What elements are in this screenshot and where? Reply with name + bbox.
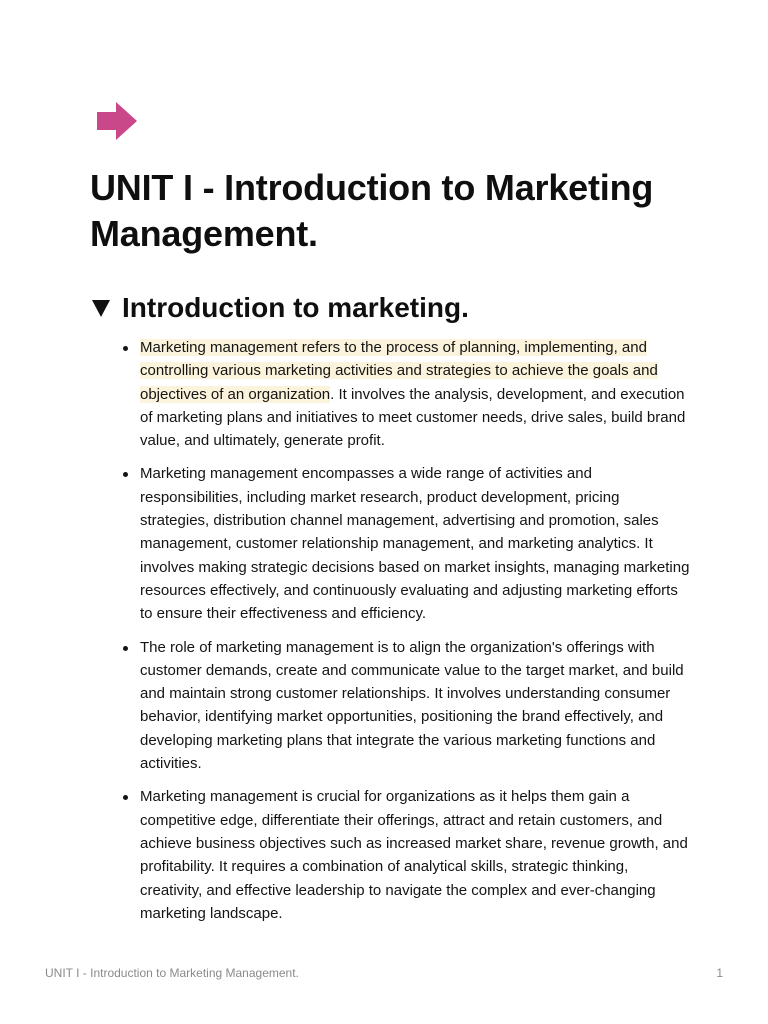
bullet-item — [90, 785, 690, 925]
bullet-text: Marketing management encompasses a wide range of activities and responsibilities, including market research, product development, pricing strategies, distribution channel management, advertising and promotion, sales management, customer relationship management, and marketing analytics. It involves making strategic decisions based on market insights, managing marketing resources effectively, and continuously evaluating and adjusting marketing efforts to ensure their effectiveness and efficiency. — [140, 465, 690, 623]
section-heading-text: Introduction to marketing. — [122, 292, 469, 323]
bullet-item — [90, 636, 690, 776]
bullet-list — [90, 336, 690, 925]
bullet-text: . It involves the analysis, development, and execution of marketing plans and initiatives to meet customer needs, drive sales, build brand value, and ultimately, generate profit. — [140, 385, 686, 450]
page-title: UNIT I - Introduction to Marketing Management. — [90, 167, 654, 254]
bullet-text: Marketing management is crucial for organizations as it helps them gain a competitive edge, differentiate their offerings, attract and retain customers, and achieve business objectives such as increased market share, revenue growth, and profitability. It requires a combination of analytical skills, strategic thinking, creativity, and effective leadership to navigate the complex and ever-changing marketing landscape. — [140, 788, 688, 922]
highlighted-text: Marketing management refers to the process of planning, implementing, and controlling various marketing activities and strategies to achieve the goals and objectives of an organization — [140, 339, 658, 403]
bullet-text: The role of marketing management is to align the organization's offerings with customer demands, create and communicate value to the target market, and build and maintain strong customer relationships. It involves understanding consumer behavior, identifying market opportunities, positioning the brand effectively, and developing marketing plans that integrate the various marketing functions and activities. — [140, 638, 684, 773]
arrow-right-icon — [96, 101, 138, 141]
page-number: 1 — [716, 966, 723, 980]
section-heading[interactable] — [90, 290, 690, 326]
triangle-down-icon[interactable] — [92, 300, 110, 317]
bullet-item — [90, 336, 690, 452]
bullet-item — [90, 462, 690, 625]
footer-title: UNIT I - Introduction to Marketing Management. — [45, 966, 299, 980]
toggle-section — [90, 290, 690, 935]
